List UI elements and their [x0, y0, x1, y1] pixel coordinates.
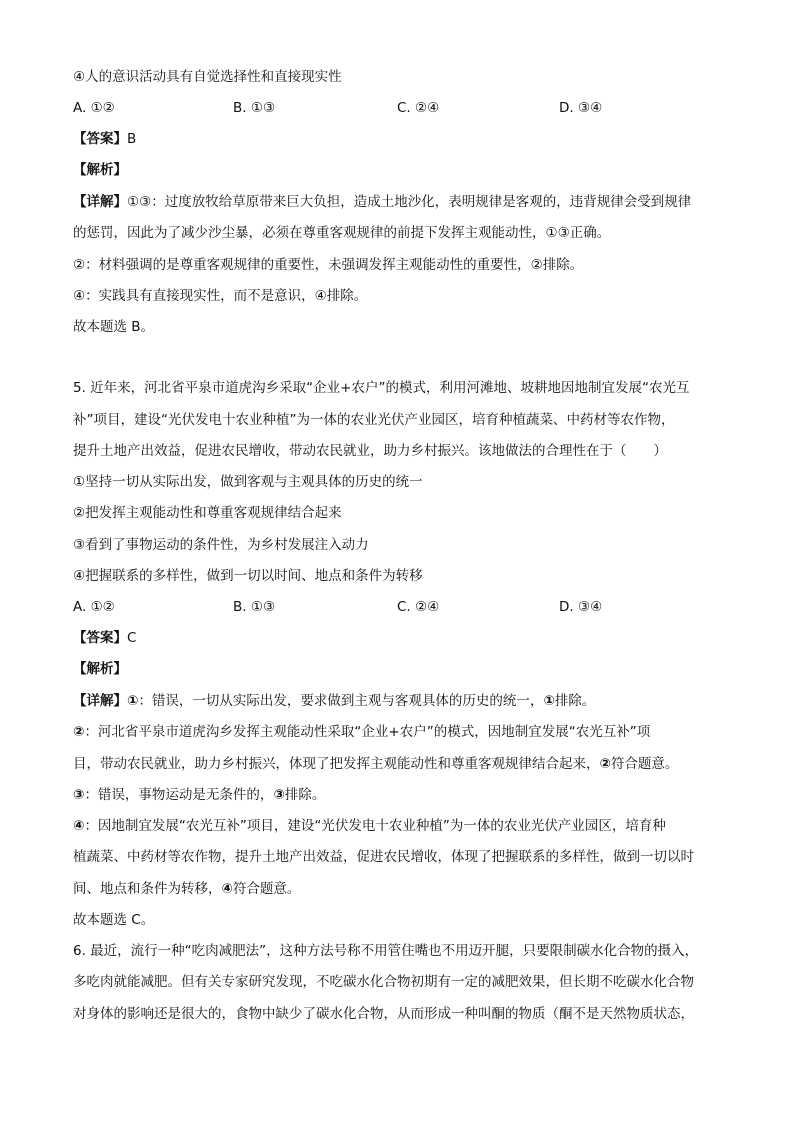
q4-conclusion: 故本题选 B。 [73, 319, 155, 335]
q5-stem-line-2: 补”项目，建设“光伏发电十农业种植”为一体的农业光伏产业园区，培育种植蔬菜、中药材等农作物， [73, 412, 675, 428]
circled-number: ① [127, 693, 139, 709]
answer-tag: 【答案】 [73, 630, 127, 646]
q5-conclusion: 故本题选 C。 [73, 912, 155, 928]
circled-number: ① [543, 693, 555, 709]
q5-option-4: ④把握联系的多样性，做到一切以时间、地点和条件为转移 [73, 568, 423, 584]
circled-number: ② [599, 756, 611, 772]
q5-detail-line-2 [73, 723, 733, 741]
q4-answer [73, 130, 733, 148]
q5-choices [73, 598, 733, 616]
q4-choice-d: D. ③④ [559, 100, 603, 116]
q4-detail-line-3: ②：材料强调的是尊重客观规律的重要性，未强调发挥主观能动性的重要性，②排除。 [73, 257, 584, 273]
q5-analysis-heading: 【解析】 [73, 661, 127, 677]
circled-number: ② [73, 724, 85, 740]
q4-detail-line-4: ④：实践具有直接现实性，而不是意识，④排除。 [73, 288, 368, 304]
q5-option-1: ①坚持一切从实际出发，做到客观与主观具体的历史的统一 [73, 474, 423, 490]
q4-choice-b: B. ①③ [233, 100, 276, 116]
detail-tag: 【详解】 [73, 194, 127, 210]
circled-number: ③ [273, 787, 285, 803]
q5-choice-b: B. ①③ [233, 599, 276, 615]
q4-choice-a: A. ①② [73, 100, 115, 116]
answer-value: C [127, 630, 137, 646]
q4-option-4: ④人的意识活动具有自觉选择性和直接现实性 [73, 69, 342, 85]
circled-number: ③ [73, 787, 85, 803]
detail-text: ：错误，一切从实际出发，要求做到主观与客观具体的历史的统一， [138, 693, 544, 709]
q6-stem-line-3: 对身体的影响还是很大的，食物中缺少了碳水化合物，从而形成一种叫酮的物质（酮不是天然物质状态， [73, 1006, 694, 1022]
detail-text: 排除。 [554, 693, 596, 709]
q4-analysis-heading: 【解析】 [73, 162, 127, 178]
detail-text: ：错误，事物运动是无条件的， [84, 787, 274, 803]
q4-detail-line-1 [73, 193, 733, 211]
detail-text: 符合题意。 [610, 756, 679, 772]
q5-detail-line-3 [73, 755, 733, 773]
detail-tag: 【详解】 [73, 693, 127, 709]
q5-detail-line-5 [73, 817, 733, 835]
circled-number: ④ [73, 818, 85, 834]
answer-value: B [127, 131, 137, 147]
q5-stem-line-1: 5. 近年来，河北省平泉市道虎沟乡采取“企业+农户”的模式，利用河滩地、坡耕地因地制宜发展“农光互 [73, 380, 690, 396]
detail-text: 符合题意。 [232, 881, 301, 897]
q5-detail-line-6: 植蔬菜、中药材等农作物，提升土地产出效益，促进农民增收，体现了把握联系的多样性，做到一切以时 [73, 849, 694, 865]
q5-option-2: ②把发挥主观能动性和尊重客观规律结合起来 [73, 505, 342, 521]
detail-text: 目，带动农民就业，助力乡村振兴，体现了把发挥主观能动性和尊重客观规律结合起来， [73, 756, 600, 772]
detail-text: ：河北省平泉市道虎沟乡发挥主观能动性采取“企业+农户”的模式，因地制宜发展“农光互补”项 [84, 724, 651, 740]
q6-stem-line-2: 多吃肉就能减肥。但有关专家研究发现，不吃碳水化合物初期有一定的减肥效果，但长期不吃碳水化合物 [73, 974, 694, 990]
q5-detail-line-1 [73, 692, 733, 710]
q5-detail-line-4 [73, 786, 733, 804]
q5-detail-line-7 [73, 880, 733, 898]
q5-option-3: ③看到了事物运动的条件性，为乡村发展注入动力 [73, 537, 369, 553]
detail-text: 排除。 [284, 787, 326, 803]
q5-choice-a: A. ①② [73, 599, 115, 615]
detail-text: ①③：过度放牧给草原带来巨大负担，造成土地沙化，表明规律是客观的，违背规律会受到规律 [127, 194, 692, 210]
detail-text: 间、地点和条件为转移， [73, 881, 222, 897]
q5-choice-c: C. ②④ [397, 599, 440, 615]
q4-choices [73, 99, 733, 117]
detail-text: ：因地制宜发展“农光互补”项目，建设“光伏发电十农业种植”为一体的农业光伏产业园区，培育种 [84, 818, 666, 834]
answer-tag: 【答案】 [73, 131, 127, 147]
q5-stem-line-3: 提升土地产出效益，促进农民增收，带动农民就业，助力乡村振兴。该地做法的合理性在于（ ） [73, 443, 667, 459]
q4-detail-line-2: 的惩罚，因此为了减少沙尘暴，必须在尊重客观规律的前提下发挥主观能动性，①③正确。 [73, 225, 611, 241]
q5-choice-d: D. ③④ [559, 599, 603, 615]
q6-stem-line-1: 6. 最近，流行一种“吃肉减肥法”，这种方法号称不用管住嘴也不用迈开腿，只要限制碳水化合物的摄入， [73, 943, 699, 959]
q5-answer [73, 629, 733, 647]
circled-number: ④ [221, 881, 233, 897]
q4-choice-c: C. ②④ [397, 100, 440, 116]
